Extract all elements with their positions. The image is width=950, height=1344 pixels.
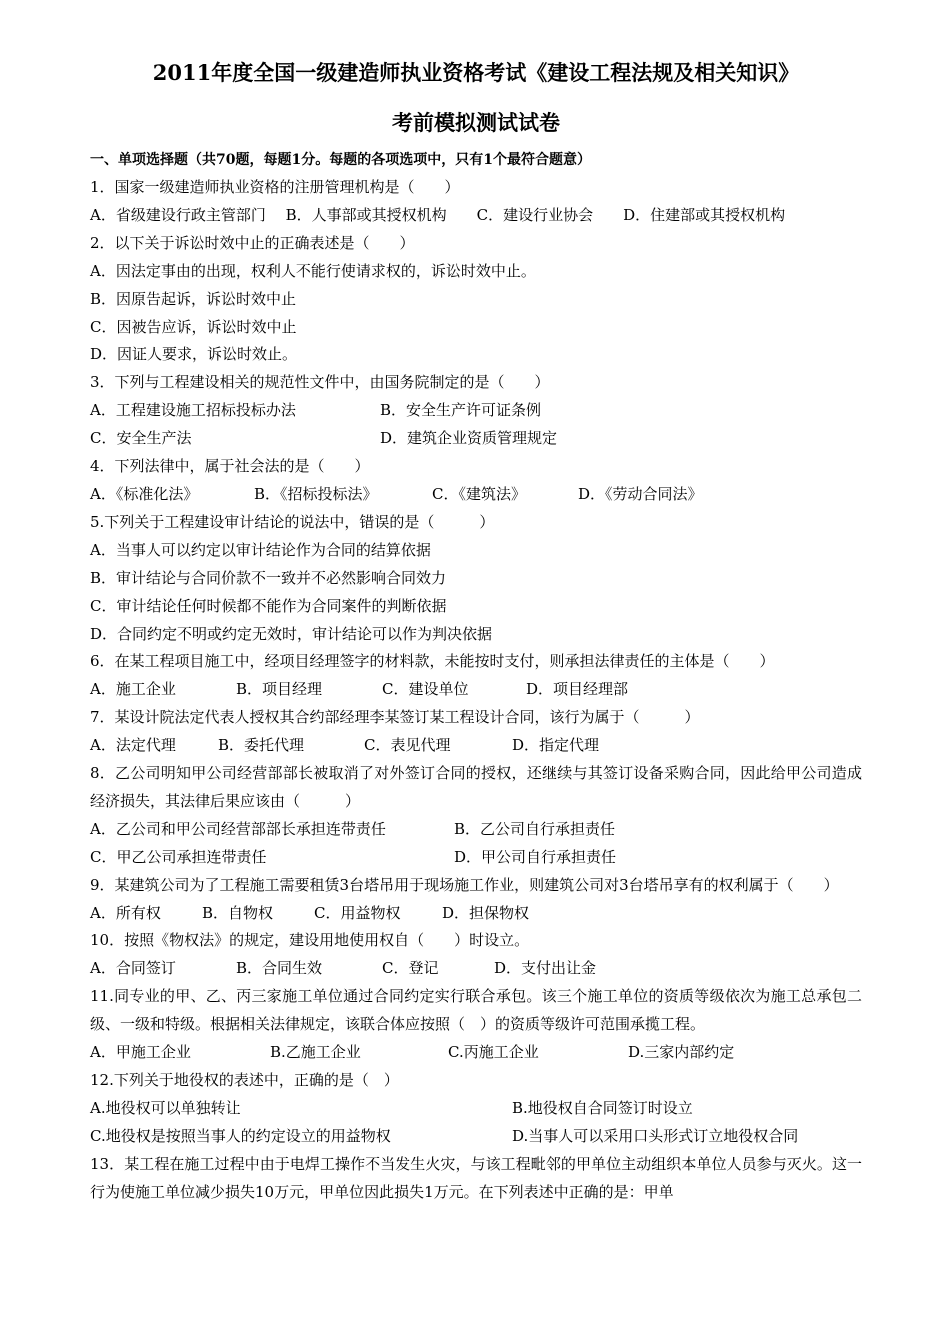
- question-9-option-b: B．自物权: [202, 903, 274, 922]
- question-7-option-d: D．指定代理: [512, 736, 600, 755]
- question-11-option-d: D.三家内部约定: [628, 1043, 735, 1062]
- question-6-option-d: D．项目经理部: [526, 680, 629, 699]
- question-5-option-a: A．当事人可以约定以审计结论作为合同的结算依据: [90, 540, 431, 559]
- question-2-option-b: B．因原告起诉，诉讼时效中止: [90, 289, 297, 308]
- question-10-option-a: A．合同签订: [90, 959, 176, 978]
- question-6-option-c: C．建设单位: [382, 680, 469, 699]
- question-3-option-c: C．安全生产法: [90, 429, 192, 448]
- question-8-option-a: A．乙公司和甲公司经营部部长承担连带责任: [90, 819, 386, 838]
- question-3-option-a: A．工程建设施工招标投标办法: [90, 401, 296, 420]
- question-2-stem: 2．以下关于诉讼时效中止的正确表述是（ ）: [90, 233, 415, 252]
- question-8-option-d: D．甲公司自行承担责任: [454, 847, 617, 866]
- question-7-options: [90, 732, 862, 760]
- exam-title-line1: 2011年度全国一级建造师执业资格考试《建设工程法规及相关知识》: [152, 60, 800, 85]
- question-10-stem: 10．按照《物权法》的规定，建设用地使用权自（ ）时设立。: [90, 931, 530, 950]
- question-5-option-d: D．合同约定不明或约定无效时，审计结论可以作为判决依据: [90, 624, 493, 643]
- question-4-stem: 4．下列法律中，属于社会法的是（ ）: [90, 457, 370, 476]
- question-11-option-b: B.乙施工企业: [270, 1043, 361, 1062]
- question-3-option-b: B．安全生产许可证条例: [380, 401, 542, 420]
- question-13-stem: 13．某工程在施工过程中由于电焊工操作不当发生火灾，与该工程毗邻的甲单位主动组织本单位人员参与灭火。这一行为使施工单位减少损失10万元，甲单位因此损失1万元。在下列表述中正确的是：甲单: [90, 1154, 862, 1201]
- question-12-options-row1: [90, 1095, 862, 1123]
- question-7-stem: 7．某设计院法定代表人授权其合约部经理李某签订某工程设计合同，该行为属于（ ）: [90, 708, 700, 727]
- question-10-option-b: B．合同生效: [236, 959, 323, 978]
- question-3-stem: 3．下列与工程建设相关的规范性文件中，由国务院制定的是（ ）: [90, 373, 550, 392]
- question-12-option-a: A.地役权可以单独转让: [90, 1098, 241, 1117]
- question-2-option-d: D．因证人要求，诉讼时效止。: [90, 345, 298, 364]
- question-10-options: [90, 955, 862, 983]
- question-10-option-d: D．支付出让金: [494, 959, 597, 978]
- question-12-option-d: D.当事人可以采用口头形式订立地役权合同: [512, 1126, 799, 1145]
- question-7-option-b: B．委托代理: [218, 736, 305, 755]
- question-4-option-b: B．《招标投标法》: [254, 484, 378, 503]
- question-12-options-row2: [90, 1123, 862, 1151]
- question-7-option-a: A．法定代理: [90, 736, 176, 755]
- question-11-options: [90, 1039, 862, 1067]
- question-8-stem: 8．乙公司明知甲公司经营部部长被取消了对外签订合同的授权，还继续与其签订设备采购合同，因此给甲公司造成经济损失，其法律后果应该由（ ）: [90, 764, 862, 810]
- question-11-option-c: C.丙施工企业: [448, 1043, 539, 1062]
- question-6-option-b: B．项目经理: [236, 680, 323, 699]
- question-2-option-a: A．因法定事由的出现，权利人不能行使请求权的，诉讼时效中止。: [90, 261, 536, 280]
- question-9-option-d: D．担保物权: [442, 903, 530, 922]
- question-12-stem: 12.下列关于地役权的表述中，正确的是（ ）: [90, 1071, 399, 1089]
- question-12-option-c: C.地役权是按照当事人的约定设立的用益物权: [90, 1126, 391, 1145]
- question-6-option-a: A．施工企业: [90, 680, 176, 699]
- question-10-option-c: C．登记: [382, 959, 439, 978]
- question-4-option-c: C．《建筑法》: [432, 484, 526, 503]
- question-5-option-c: C．审计结论任何时候都不能作为合同案件的判断依据: [90, 596, 447, 615]
- question-3-options-row2: [90, 425, 862, 453]
- exam-page: [90, 52, 862, 1207]
- section-heading-single-choice: 一、单项选择题（共70题，每题1分。每题的各项选项中，只有1个最符合题意）: [90, 152, 591, 168]
- question-4-options: [90, 481, 862, 509]
- question-11-stem: 11.同专业的甲、乙、丙三家施工单位通过合同约定实行联合承包。该三个施工单位的资质等级依次为施工总承包二级、一级和特级。根据相关法律规定，该联合体应按照（ ）的资质等级许可范围承揽工程。: [90, 987, 862, 1034]
- question-9-option-a: A．所有权: [90, 903, 161, 922]
- question-9-option-c: C．用益物权: [314, 903, 401, 922]
- question-7-option-c: C．表见代理: [364, 736, 451, 755]
- question-3-options-row1: [90, 397, 862, 425]
- question-4-option-a: A．《标准化法》: [90, 484, 199, 503]
- question-2-option-c: C．因被告应诉，诉讼时效中止: [90, 317, 297, 336]
- question-1-options: A．省级建设行政主管部门 B．人事部或其授权机构 C．建设行业协会 D．住建部或其授权机构: [90, 205, 786, 224]
- question-12-option-b: B.地役权自合同签订时设立: [512, 1098, 693, 1117]
- question-6-stem: 6．在某工程项目施工中，经项目经理签字的材料款，未能按时支付，则承担法律责任的主体是（ ）: [90, 652, 775, 671]
- question-4-option-d: D．《劳动合同法》: [578, 484, 703, 503]
- question-11-option-a: A．甲施工企业: [90, 1043, 191, 1062]
- question-8-options-row2: [90, 844, 862, 872]
- question-8-options-row1: [90, 816, 862, 844]
- question-6-options: [90, 676, 862, 704]
- question-8-option-b: B．乙公司自行承担责任: [454, 819, 616, 838]
- exam-title-line2: 考前模拟测试试卷: [392, 110, 560, 135]
- question-1-stem: 1．国家一级建造师执业资格的注册管理机构是（ ）: [90, 178, 460, 196]
- question-9-options: [90, 900, 862, 928]
- question-3-option-d: D．建筑企业资质管理规定: [380, 429, 558, 448]
- question-8-option-c: C．甲乙公司承担连带责任: [90, 847, 267, 866]
- question-9-stem: 9．某建筑公司为了工程施工需要租赁3台塔吊用于现场施工作业，则建筑公司对3台塔吊享有的权利属于（ ）: [90, 875, 839, 894]
- question-5-stem: 5.下列关于工程建设审计结论的说法中，错误的是（ ）: [90, 512, 495, 531]
- question-5-option-b: B．审计结论与合同价款不一致并不必然影响合同效力: [90, 568, 447, 587]
